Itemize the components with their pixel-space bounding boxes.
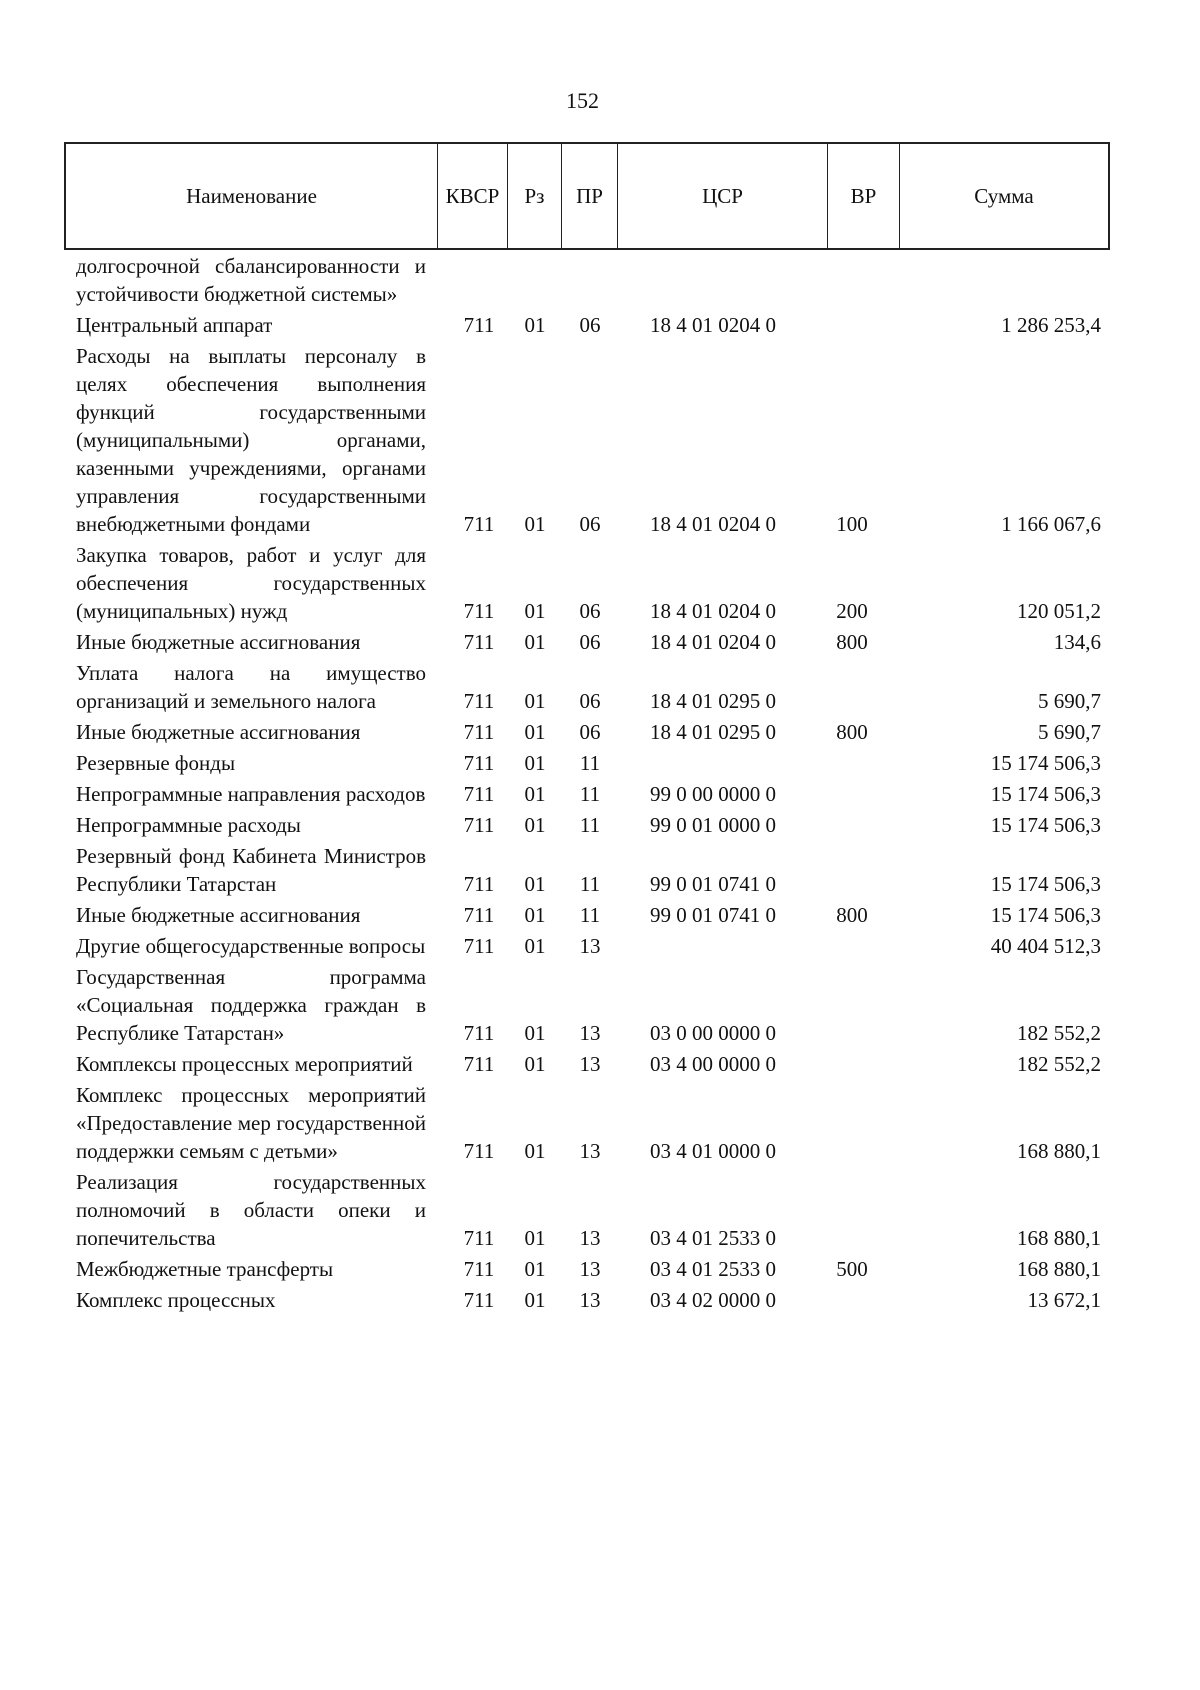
cell-kvsr: 711 — [463, 689, 495, 713]
cell-csr: 03 4 02 0000 0 — [650, 1288, 776, 1312]
cell-name: Комплекс процессных — [76, 1288, 276, 1312]
table-row — [0, 811, 1200, 839]
cell-vr: 800 — [836, 903, 868, 927]
cell-csr: 99 0 01 0741 0 — [650, 903, 776, 927]
cell-vr: 100 — [836, 512, 868, 536]
cell-rz: 01 — [524, 720, 546, 744]
cell-sum: 15 174 506,3 — [990, 903, 1101, 927]
table-row — [0, 901, 1200, 929]
cell-pr: 06 — [579, 313, 601, 337]
cell-csr: 18 4 01 0204 0 — [650, 512, 776, 536]
cell-kvsr: 711 — [463, 782, 495, 806]
cell-rz: 01 — [524, 313, 546, 337]
cell-kvsr: 711 — [463, 751, 495, 775]
cell-vr: 800 — [836, 720, 868, 744]
cell-sum: 120 051,2 — [1017, 599, 1101, 623]
cell-pr: 06 — [579, 512, 601, 536]
cell-pr: 13 — [579, 1257, 601, 1281]
cell-csr: 18 4 01 0295 0 — [650, 720, 776, 744]
cell-pr: 11 — [579, 872, 601, 896]
cell-pr: 11 — [579, 813, 601, 837]
cell-pr: 06 — [579, 689, 601, 713]
table-body — [0, 252, 1200, 1317]
cell-rz: 01 — [524, 599, 546, 623]
cell-kvsr: 711 — [463, 313, 495, 337]
cell-sum: 5 690,7 — [1038, 689, 1101, 713]
cell-pr: 11 — [579, 903, 601, 927]
cell-csr: 18 4 01 0204 0 — [650, 599, 776, 623]
cell-kvsr: 711 — [463, 1052, 495, 1076]
header-rz: Рз — [508, 144, 562, 248]
table-row — [0, 659, 1200, 715]
table-row — [0, 932, 1200, 960]
page-number: 152 — [566, 88, 599, 113]
table-row — [0, 541, 1200, 625]
cell-sum: 168 880,1 — [1017, 1226, 1101, 1250]
cell-name: Резервные фонды — [76, 751, 236, 775]
cell-vr: 200 — [836, 599, 868, 623]
cell-name: Государственная программа «Социальная поддержка граждан в Республике Татарстан» — [76, 965, 426, 1045]
cell-sum: 15 174 506,3 — [990, 813, 1101, 837]
cell-sum: 1 286 253,4 — [1001, 313, 1101, 337]
cell-csr: 99 0 01 0000 0 — [650, 813, 776, 837]
table-row — [0, 342, 1200, 538]
cell-sum: 40 404 512,3 — [990, 934, 1101, 958]
cell-pr: 13 — [579, 934, 601, 958]
cell-kvsr: 711 — [463, 720, 495, 744]
cell-name: Центральный аппарат — [76, 313, 273, 337]
cell-pr: 06 — [579, 720, 601, 744]
header-pr: ПР — [562, 144, 618, 248]
cell-csr: 03 4 00 0000 0 — [650, 1052, 776, 1076]
cell-name: Расходы на выплаты персоналу в целях обеспечения выполнения функций государственными (муниципальными) органами, казенными учреждениями, органами управления государственными внебюджетными фондами — [76, 344, 426, 536]
cell-name: Иные бюджетные ассигнования — [76, 903, 361, 927]
table-row — [0, 780, 1200, 808]
cell-sum: 168 880,1 — [1017, 1139, 1101, 1163]
table-row — [0, 718, 1200, 746]
cell-kvsr: 711 — [463, 903, 495, 927]
cell-kvsr: 711 — [463, 1226, 495, 1250]
cell-sum: 168 880,1 — [1017, 1257, 1101, 1281]
table-row — [0, 628, 1200, 656]
cell-sum: 5 690,7 — [1038, 720, 1101, 744]
table-row — [0, 311, 1200, 339]
cell-name: Резервный фонд Кабинета Министров Республики Татарстан — [76, 844, 426, 896]
cell-csr: 99 0 01 0741 0 — [650, 872, 776, 896]
header-sum: Сумма — [974, 183, 1034, 208]
cell-sum: 13 672,1 — [1027, 1288, 1101, 1312]
cell-rz: 01 — [524, 751, 546, 775]
cell-name: Другие общегосударственные вопросы — [76, 934, 426, 958]
cell-vr: 500 — [836, 1257, 868, 1281]
cell-sum: 1 166 067,6 — [1001, 512, 1101, 536]
cell-sum: 182 552,2 — [1017, 1021, 1101, 1045]
cell-name: долгосрочной сбалансированности и устойчивости бюджетной системы» — [76, 254, 426, 306]
cell-name: Комплекс процессных мероприятий «Предоставление мер государственной поддержки семьям с детьми» — [76, 1083, 426, 1163]
table-row — [0, 1081, 1200, 1165]
table-row — [0, 749, 1200, 777]
cell-rz: 01 — [524, 1288, 546, 1312]
cell-rz: 01 — [524, 630, 546, 654]
cell-rz: 01 — [524, 512, 546, 536]
cell-pr: 06 — [579, 630, 601, 654]
cell-rz: 01 — [524, 1052, 546, 1076]
cell-rz: 01 — [524, 1257, 546, 1281]
table-row — [0, 1255, 1200, 1283]
cell-name: Иные бюджетные ассигнования — [76, 720, 361, 744]
table-header — [64, 142, 1110, 250]
cell-sum: 15 174 506,3 — [990, 872, 1101, 896]
cell-pr: 13 — [579, 1052, 601, 1076]
table-row — [0, 1050, 1200, 1078]
cell-name: Комплексы процессных мероприятий — [76, 1052, 413, 1076]
table-row — [0, 1168, 1200, 1252]
cell-kvsr: 711 — [463, 599, 495, 623]
cell-name: Межбюджетные трансферты — [76, 1257, 334, 1281]
cell-name: Непрограммные направления расходов — [76, 782, 426, 806]
table-row — [0, 1286, 1200, 1314]
header-csr: ЦСР — [618, 144, 828, 248]
cell-rz: 01 — [524, 782, 546, 806]
cell-csr: 03 0 00 0000 0 — [650, 1021, 776, 1045]
cell-csr: 18 4 01 0204 0 — [650, 630, 776, 654]
cell-pr: 11 — [579, 751, 601, 775]
table-row — [0, 252, 1200, 308]
cell-kvsr: 711 — [463, 934, 495, 958]
cell-csr: 03 4 01 0000 0 — [650, 1139, 776, 1163]
cell-pr: 13 — [579, 1021, 601, 1045]
cell-kvsr: 711 — [463, 1288, 495, 1312]
cell-name: Иные бюджетные ассигнования — [76, 630, 361, 654]
cell-kvsr: 711 — [463, 1021, 495, 1045]
cell-csr: 03 4 01 2533 0 — [650, 1226, 776, 1250]
cell-kvsr: 711 — [463, 813, 495, 837]
cell-sum: 134,6 — [1053, 630, 1101, 654]
cell-sum: 15 174 506,3 — [990, 782, 1101, 806]
cell-kvsr: 711 — [463, 512, 495, 536]
cell-name: Уплата налога на имущество организаций и земельного налога — [76, 661, 426, 713]
cell-pr: 13 — [579, 1139, 601, 1163]
cell-pr: 13 — [579, 1288, 601, 1312]
cell-csr: 03 4 01 2533 0 — [650, 1257, 776, 1281]
cell-name: Закупка товаров, работ и услуг для обеспечения государственных (муниципальных) нужд — [76, 543, 426, 623]
cell-kvsr: 711 — [463, 1139, 495, 1163]
cell-sum: 15 174 506,3 — [990, 751, 1101, 775]
cell-rz: 01 — [524, 813, 546, 837]
cell-kvsr: 711 — [463, 630, 495, 654]
header-name: Наименование — [66, 144, 438, 248]
cell-rz: 01 — [524, 1226, 546, 1250]
cell-pr: 06 — [579, 599, 601, 623]
cell-csr: 18 4 01 0204 0 — [650, 313, 776, 337]
cell-rz: 01 — [524, 1021, 546, 1045]
cell-rz: 01 — [524, 903, 546, 927]
cell-kvsr: 711 — [463, 872, 495, 896]
cell-name: Непрограммные расходы — [76, 813, 301, 837]
header-kvsr: КВСР — [438, 144, 508, 248]
cell-sum: 182 552,2 — [1017, 1052, 1101, 1076]
cell-rz: 01 — [524, 872, 546, 896]
cell-pr: 11 — [579, 782, 601, 806]
header-vr: ВР — [828, 144, 900, 248]
table-row — [0, 842, 1200, 898]
cell-csr: 18 4 01 0295 0 — [650, 689, 776, 713]
cell-name: Реализация государственных полномочий в области опеки и попечительства — [76, 1170, 426, 1250]
cell-rz: 01 — [524, 1139, 546, 1163]
cell-kvsr: 711 — [463, 1257, 495, 1281]
cell-rz: 01 — [524, 934, 546, 958]
cell-csr: 99 0 00 0000 0 — [650, 782, 776, 806]
cell-rz: 01 — [524, 689, 546, 713]
table-row — [0, 963, 1200, 1047]
cell-vr: 800 — [836, 630, 868, 654]
cell-pr: 13 — [579, 1226, 601, 1250]
